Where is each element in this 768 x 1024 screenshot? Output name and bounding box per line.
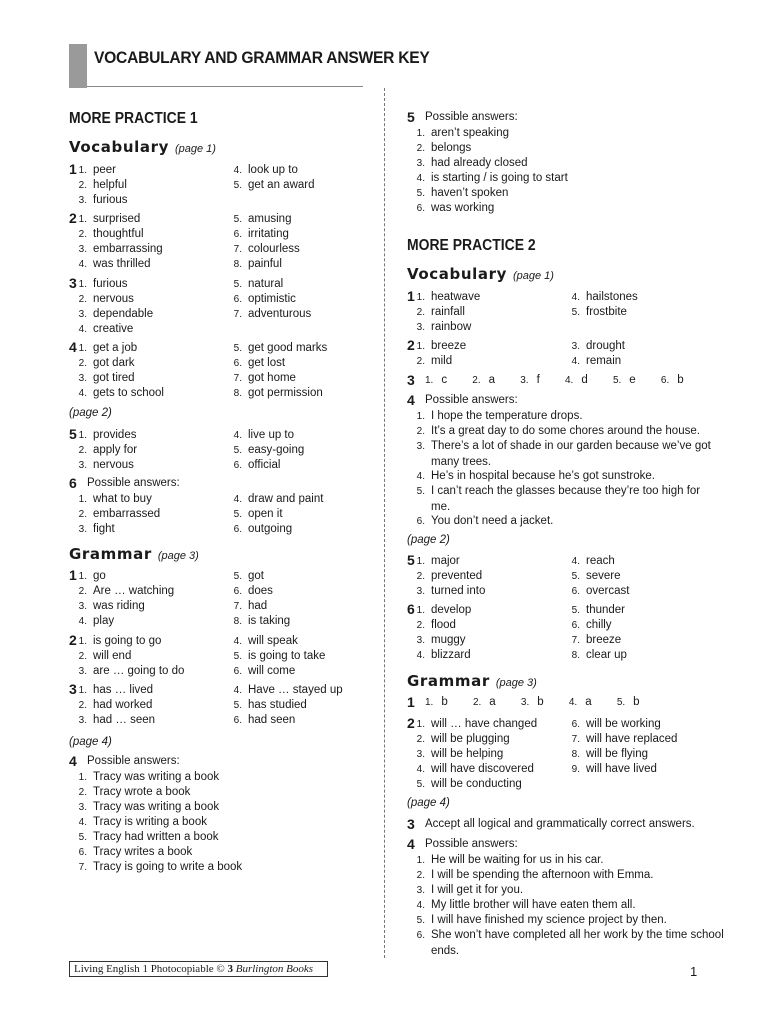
possible-answers-note: Possible answers: xyxy=(87,755,180,767)
answer-item: 6. irritating xyxy=(233,228,289,240)
vocabulary-page-ref: (page 1) xyxy=(174,143,216,155)
answer-item: 1. provides xyxy=(78,429,137,441)
answer-item: 3. fight xyxy=(78,523,115,535)
exercise-number: 1 xyxy=(407,288,415,304)
answer-item: 5. get good marks xyxy=(233,342,328,354)
answer-item: 5. I will have finished my science project by then. xyxy=(416,914,667,926)
answer-item: 8. is taking xyxy=(233,615,291,627)
answer-item: 5. is going to take xyxy=(233,650,326,662)
answer-item: 3. muggy xyxy=(416,634,466,646)
answer-item: 4. reach xyxy=(571,555,615,567)
answer-item: 6. overcast xyxy=(571,585,630,597)
exercise-number: 3 xyxy=(69,275,77,291)
answer-item: 6. optimistic xyxy=(233,293,296,305)
answer-item: 5. will be conducting xyxy=(416,778,522,790)
answer-item: 2. helpful xyxy=(78,179,127,191)
answer-item: 1. peer xyxy=(78,164,117,176)
answer-item: 1. heatwave xyxy=(416,291,481,303)
answer-item: 1. Tracy was writing a book xyxy=(78,771,220,783)
answer-item: 5. Tracy had written a book xyxy=(78,831,219,843)
more-practice-1-heading: MORE PRACTICE 1 xyxy=(69,110,198,127)
page-title: VOCABULARY AND GRAMMAR ANSWER KEY xyxy=(94,48,430,67)
exercise-number: 2 xyxy=(407,715,415,731)
answer-item: 2. It’s a great day to do some chores around the house. xyxy=(416,425,700,437)
exercise-number: 2 xyxy=(69,632,77,648)
exercise-number: 3 xyxy=(407,372,415,388)
answer-item: 3. embarrassing xyxy=(78,243,163,255)
answer-item: 6. official xyxy=(233,459,281,471)
answer-item: 4. is starting / is going to start xyxy=(416,172,568,184)
answer-item: 4. hailstones xyxy=(571,291,638,303)
answer-item: 1. He will be waiting for us in his car. xyxy=(416,854,604,866)
answer-item: 6. chilly xyxy=(571,619,612,631)
answer-item: 5. open it xyxy=(233,508,283,520)
answer-item: 8. got permission xyxy=(233,387,323,399)
grammar-page-ref: (page 3) xyxy=(157,550,199,562)
answer-item: 9. will have lived xyxy=(571,763,657,775)
answer-item: 8. painful xyxy=(233,258,282,270)
answer-item: 1. surprised xyxy=(78,213,141,225)
answer-item: 8. will be flying xyxy=(571,748,648,760)
answer-item: 4. gets to school xyxy=(78,387,164,399)
answer-item: 1. furious xyxy=(78,278,128,290)
answer-item: 4. was thrilled xyxy=(78,258,151,270)
page-ref-4: (page 4) xyxy=(407,797,450,809)
title-bar-accent xyxy=(69,44,87,88)
answer-item: 3. dependable xyxy=(78,308,154,320)
exercise-number: 4 xyxy=(69,339,77,355)
vocabulary-heading-text: Vocabulary xyxy=(69,138,169,156)
answer-item: 6. had seen xyxy=(233,714,296,726)
answer-item: 3. nervous xyxy=(78,459,134,471)
exercise-number: 1 xyxy=(69,567,77,583)
vocabulary-heading xyxy=(69,138,216,156)
exercise-number: 6 xyxy=(407,601,415,617)
answer-item: 6. She won’t have completed all her work by the time school ends. xyxy=(416,929,724,957)
answer-item: 4. draw and paint xyxy=(233,493,324,505)
possible-answers-note: Possible answers: xyxy=(87,477,180,489)
answer-item: 6. will be working xyxy=(571,718,661,730)
answer-item: 3. was riding xyxy=(78,600,145,612)
answer-item: 2. will be plugging xyxy=(416,733,510,745)
answer-item: 3. are … going to do xyxy=(78,665,185,677)
answer-item: 1. aren’t speaking xyxy=(416,127,509,139)
answer-item: 4. play xyxy=(78,615,115,627)
answer-item: 2. had worked xyxy=(78,699,153,711)
exercise-number: 4 xyxy=(407,836,415,852)
exercise-number: 5 xyxy=(407,552,415,568)
answer-item: 4. Tracy is writing a book xyxy=(78,816,207,828)
answer-item: 4. creative xyxy=(78,323,134,335)
answer-item: 3. rainbow xyxy=(416,321,472,333)
answer-item: 3. furious xyxy=(78,194,128,206)
answer-item: 7. Tracy is going to write a book xyxy=(78,861,243,873)
answer-item: 2. mild xyxy=(416,355,453,367)
footer-prefix: Living English 1 Photocopiable © xyxy=(74,963,228,975)
answer-item: 7. colourless xyxy=(233,243,300,255)
answer-item: 5. thunder xyxy=(571,604,626,616)
exercise-number: 5 xyxy=(69,426,77,442)
answer-item: 1. is going to go xyxy=(78,635,162,647)
grammar-heading xyxy=(407,672,537,690)
answer-item: 2. will end xyxy=(78,650,132,662)
possible-answers-note: Possible answers: xyxy=(425,111,518,123)
answer-item: 1. go xyxy=(78,570,106,582)
answer-item: 3. will be helping xyxy=(416,748,504,760)
answer-item: 2. embarrassed xyxy=(78,508,161,520)
answer-item: 7. breeze xyxy=(571,634,622,646)
answer-item: 5. get an award xyxy=(233,179,315,191)
exercise-number: 5 xyxy=(407,109,415,125)
grammar-heading xyxy=(69,545,199,563)
answer-item: 1. get a job xyxy=(78,342,138,354)
answer-item: 3. turned into xyxy=(416,585,486,597)
grammar-heading-text: Grammar xyxy=(407,672,490,690)
answer-item: 4. live up to xyxy=(233,429,295,441)
possible-answers-note: Possible answers: xyxy=(425,394,518,406)
answer-item: 2. nervous xyxy=(78,293,134,305)
exercise-number: 6 xyxy=(69,475,77,491)
answer-item: 7. will have replaced xyxy=(571,733,678,745)
answer-item: 6. outgoing xyxy=(233,523,293,535)
answer-item: 2. rainfall xyxy=(416,306,465,318)
page-ref-2: (page 2) xyxy=(69,407,112,419)
answer-item: 6. was working xyxy=(416,202,495,214)
answer-item: 5. natural xyxy=(233,278,284,290)
answer-item: 4. Have … stayed up xyxy=(233,684,343,696)
answer-item: 3. There’s a lot of shade in our garden because we’ve got many trees. xyxy=(416,440,711,468)
answer-item: 6. Tracy writes a book xyxy=(78,846,193,858)
publisher-logo-mark: 3 xyxy=(227,963,233,975)
answer-item: 2. flood xyxy=(416,619,456,631)
answer-item: 2. prevented xyxy=(416,570,483,582)
answer-item: 1. major xyxy=(416,555,460,567)
grammar-heading-text: Grammar xyxy=(69,545,152,563)
answer-inline-row: 1. c 2. a 3. f 4. d 5. e 6. b xyxy=(425,374,684,386)
answer-item: 3. had already closed xyxy=(416,157,528,169)
page-number: 1 xyxy=(690,964,698,979)
page-ref-2: (page 2) xyxy=(407,534,450,546)
possible-answers-note: Possible answers: xyxy=(425,838,518,850)
answer-item: 4. blizzard xyxy=(416,649,471,661)
answer-item: 1. breeze xyxy=(416,340,467,352)
answer-item: 4. My little brother will have eaten them all. xyxy=(416,899,636,911)
exercise-number: 3 xyxy=(407,816,415,832)
answer-item: 3. Tracy was writing a book xyxy=(78,801,220,813)
answer-item: 3. had … seen xyxy=(78,714,156,726)
answer-item: 3. drought xyxy=(571,340,626,352)
answer-item: 1. has … lived xyxy=(78,684,154,696)
answer-item: 1. will … have changed xyxy=(416,718,538,730)
answer-item: 5. amusing xyxy=(233,213,292,225)
answer-item: 7. had xyxy=(233,600,268,612)
exercise-number: 1 xyxy=(407,694,415,710)
answer-item: 1. what to buy xyxy=(78,493,152,505)
exercise-number: 3 xyxy=(69,681,77,697)
answer-item: 1. I hope the temperature drops. xyxy=(416,410,583,422)
answer-item: 4. remain xyxy=(571,355,622,367)
title-underline xyxy=(87,86,363,87)
answer-item: 1. develop xyxy=(416,604,472,616)
more-practice-2-heading: MORE PRACTICE 2 xyxy=(407,237,536,254)
exercise-number: 1 xyxy=(69,161,77,177)
answer-item: 6. get lost xyxy=(233,357,286,369)
publisher-name: Burlington Books xyxy=(235,963,314,975)
answer-item: 3. I will get it for you. xyxy=(416,884,524,896)
answer-item: 4. He’s in hospital because he’s got sunstroke. xyxy=(416,470,655,482)
answer-inline-row: 1. b 2. a 3. b 4. a 5. b xyxy=(425,696,640,708)
answer-item: 2. Are … watching xyxy=(78,585,175,597)
answer-item: 4. will have discovered xyxy=(416,763,534,775)
footer-copyright xyxy=(69,961,328,977)
vocabulary-heading xyxy=(407,265,554,283)
answer-item: 3. got tired xyxy=(78,372,135,384)
answer-item: 5. I can’t reach the glasses because they’re too high for me. xyxy=(416,485,701,513)
answer-item: 2. belongs xyxy=(416,142,472,154)
answer-item: 5. frostbite xyxy=(571,306,627,318)
answer-item: 7. got home xyxy=(233,372,296,384)
page-ref-4: (page 4) xyxy=(69,736,112,748)
accept-answers-note: Accept all logical and grammatically correct answers. xyxy=(425,818,695,830)
vocabulary-page-ref: (page 1) xyxy=(512,270,554,282)
answer-item: 7. adventurous xyxy=(233,308,312,320)
answer-item: 4. look up to xyxy=(233,164,298,176)
answer-item: 6. will come xyxy=(233,665,296,677)
exercise-number: 2 xyxy=(407,337,415,353)
answer-item: 5. severe xyxy=(571,570,621,582)
answer-item: 2. Tracy wrote a book xyxy=(78,786,191,798)
answer-item: 4. will speak xyxy=(233,635,298,647)
column-divider xyxy=(384,88,385,958)
answer-item: 5. easy-going xyxy=(233,444,305,456)
answer-item: 2. got dark xyxy=(78,357,135,369)
answer-item: 6. You don’t need a jacket. xyxy=(416,515,554,527)
answer-item: 8. clear up xyxy=(571,649,627,661)
answer-item: 2. I will be spending the afternoon with Emma. xyxy=(416,869,654,881)
exercise-number: 4 xyxy=(407,392,415,408)
answer-item: 5. haven’t spoken xyxy=(416,187,509,199)
vocabulary-heading-text: Vocabulary xyxy=(407,265,507,283)
answer-item: 5. got xyxy=(233,570,264,582)
answer-item: 2. apply for xyxy=(78,444,138,456)
answer-item: 5. has studied xyxy=(233,699,307,711)
answer-item: 6. does xyxy=(233,585,273,597)
exercise-number: 2 xyxy=(69,210,77,226)
exercise-number: 4 xyxy=(69,753,77,769)
grammar-page-ref: (page 3) xyxy=(495,677,537,689)
answer-item: 2. thoughtful xyxy=(78,228,144,240)
